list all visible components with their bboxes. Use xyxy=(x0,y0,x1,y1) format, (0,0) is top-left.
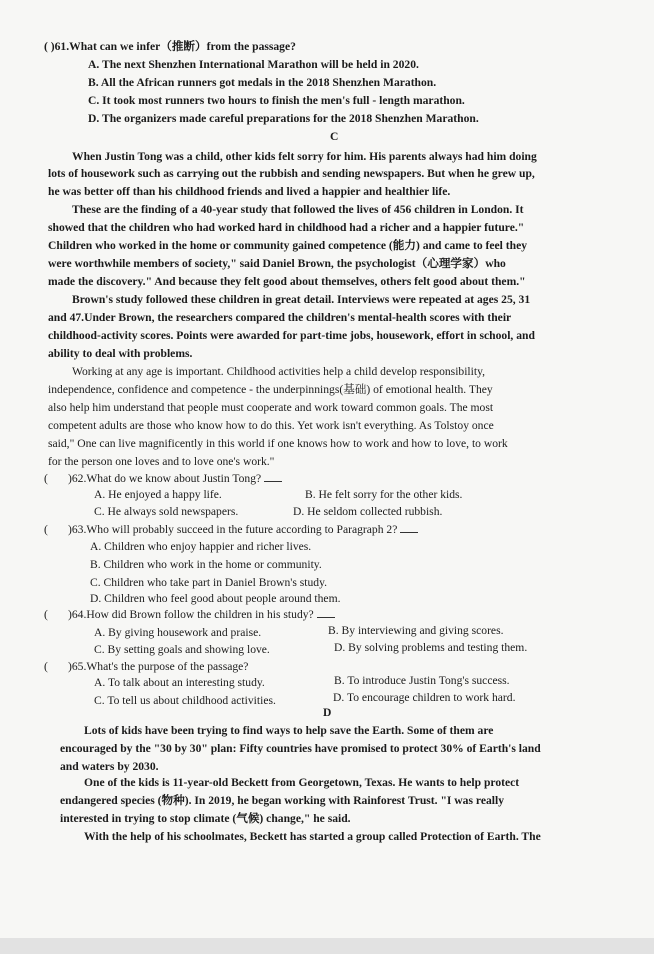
q62-option-c: C. He always sold newspapers. xyxy=(94,505,239,518)
passage-d-line-7: With the help of his schoolmates, Beckett has started a group called Protection of Earth. The xyxy=(84,830,541,843)
passage-c-line-3: he was better off than his childhood friends and lived a happier and healthier life. xyxy=(48,185,451,198)
passage-c-line-1: When Justin Tong was a child, other kids felt sorry for him. His parents always had him doing xyxy=(72,150,537,163)
q61-stem: ( )61.What can we infer（推断）from the passage? xyxy=(44,40,296,53)
passage-c-line-7: were worthwhile members of society," said Daniel Brown, the psychologist（心理学家）who xyxy=(48,257,506,270)
q61-option-d: D. The organizers made careful preparations for the 2018 Shenzhen Marathon. xyxy=(88,112,479,125)
q61-option-c: C. It took most runners two hours to finish the men's full - length marathon. xyxy=(88,94,465,107)
q65-stem: )65.What's the purpose of the passage? xyxy=(68,660,249,673)
q63-option-a: A. Children who enjoy happier and richer lives. xyxy=(90,540,312,553)
passage-c-line-16: competent adults are those who know how to do this. Yet work isn't everything. As Tolstoy once xyxy=(48,419,494,432)
q61-option-a: A. The next Shenzhen International Marathon will be held in 2020. xyxy=(88,58,419,71)
passage-c-line-14: independence, confidence and competence - the underpinnings(基础) of emotional health. They xyxy=(48,383,493,396)
passage-c-line-13: Working at any age is important. Childhood activities help a child develop responsibility, xyxy=(72,365,486,378)
passage-c-line-8: made the discovery." And because they felt good about themselves, others felt good about them." xyxy=(48,275,526,288)
q64-option-d: D. By solving problems and testing them. xyxy=(334,641,528,654)
q65-option-c: C. To tell us about childhood activities. xyxy=(94,694,276,707)
passage-c-line-11: childhood-activity scores. Points were awarded for part-time jobs, housework, effort in school, and xyxy=(48,329,535,342)
passage-d-line-4: One of the kids is 11-year-old Beckett from Georgetown, Texas. He wants to help protect xyxy=(84,776,520,789)
q63-option-d: D. Children who feel good about people around them. xyxy=(90,592,341,605)
passage-d-line-6: interested in trying to stop climate (气候) change," he said. xyxy=(60,812,351,825)
scan-bottom-margin xyxy=(0,938,654,954)
q62-stem: )62.What do we know about Justin Tong? xyxy=(68,472,262,485)
passage-c-line-4: These are the finding of a 40-year study that followed the lives of 456 children in London. It xyxy=(72,203,524,216)
passage-c-line-18: for the person one loves and to love one's work." xyxy=(48,455,275,468)
passage-c-line-12: ability to deal with problems. xyxy=(48,347,193,360)
q63-option-b: B. Children who work in the home or community. xyxy=(90,558,322,571)
passage-c-line-17: said," One can live magnificently in this world if one knows how to work and how to love, to work xyxy=(48,437,508,450)
passage-c-line-15: also help him understand that people must cooperate and work toward common goals. The most xyxy=(48,401,494,414)
q64-row xyxy=(44,608,335,622)
q63-stem: )63.Who will probably succeed in the future according to Paragraph 2? xyxy=(68,523,398,536)
section-d-heading: D xyxy=(323,706,332,719)
q62-option-b: B. He felt sorry for the other kids. xyxy=(305,488,463,501)
passage-d-line-5: endangered species (物种). In 2019, he began working with Rainforest Trust. "I was really xyxy=(60,794,505,807)
q64-paren: ( xyxy=(44,608,48,621)
q63-row xyxy=(44,523,418,537)
passage-d-line-3: and waters by 2030. xyxy=(60,760,159,773)
q65-option-b: B. To introduce Justin Tong's success. xyxy=(334,674,510,687)
q64-option-a: A. By giving housework and praise. xyxy=(94,626,262,639)
q64-answer-blank[interactable] xyxy=(317,608,335,618)
passage-c-line-9: Brown's study followed these children in great detail. Interviews were repeated at ages 25, 31 xyxy=(72,293,531,306)
q65-row xyxy=(44,660,248,674)
q62-row xyxy=(44,472,282,486)
q62-option-d: D. He seldom collected rubbish. xyxy=(293,505,443,518)
passage-c-line-2: lots of housework such as carrying out the rubbish and sending newspapers. But when he grew up, xyxy=(48,167,535,180)
q64-stem: )64.How did Brown follow the children in his study? xyxy=(68,608,314,621)
q63-paren: ( xyxy=(44,523,48,536)
q65-option-a: A. To talk about an interesting study. xyxy=(94,676,265,689)
passage-d-line-2: encouraged by the "30 by 30" plan: Fifty countries have promised to protect 30% of Earth's land xyxy=(60,742,541,755)
section-c-heading: C xyxy=(330,130,339,143)
passage-c-line-5: showed that the children who had worked hard in childhood had a richer and a happier future." xyxy=(48,221,525,234)
passage-c-line-10: and 47.Under Brown, the researchers compared the children's mental-health scores with their xyxy=(48,311,512,324)
q65-paren: ( xyxy=(44,660,48,673)
q61-option-b: B. All the African runners got medals in the 2018 Shenzhen Marathon. xyxy=(88,76,437,89)
passage-c-line-6: Children who worked in the home or community gained competence (能力) and came to feel they xyxy=(48,239,528,252)
q63-option-c: C. Children who take part in Daniel Brown's study. xyxy=(90,576,328,589)
q64-option-c: C. By setting goals and showing love. xyxy=(94,643,270,656)
q62-option-a: A. He enjoyed a happy life. xyxy=(94,488,222,501)
q65-option-d: D. To encourage children to work hard. xyxy=(333,691,516,704)
q62-answer-blank[interactable] xyxy=(264,472,282,482)
q63-answer-blank[interactable] xyxy=(400,523,418,533)
q62-paren: ( xyxy=(44,472,48,485)
passage-d-line-1: Lots of kids have been trying to find ways to help save the Earth. Some of them are xyxy=(84,724,494,737)
q64-option-b: B. By interviewing and giving scores. xyxy=(328,624,504,637)
